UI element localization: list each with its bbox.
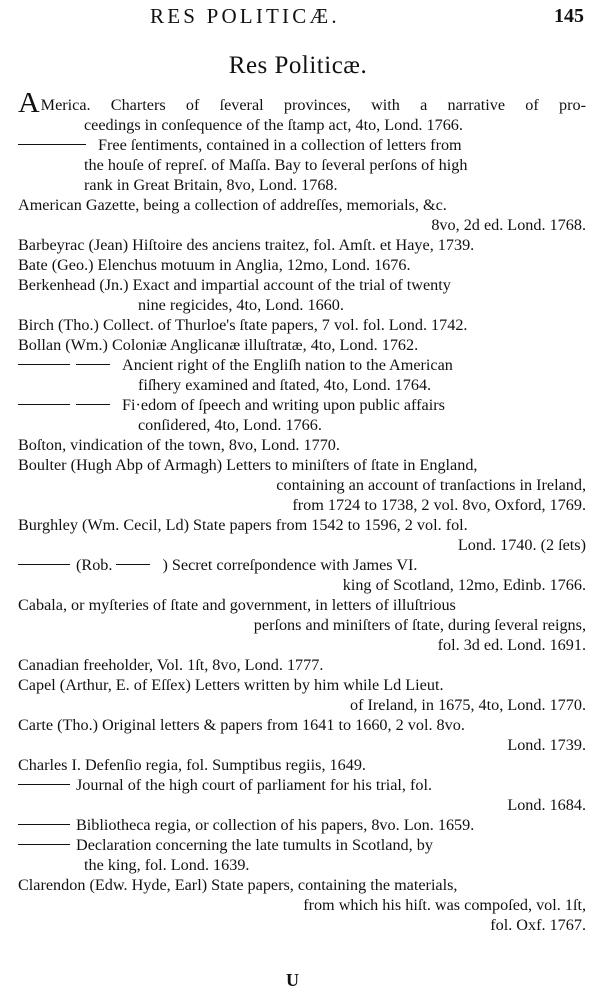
entry-ancient-right xyxy=(18,355,586,395)
entry-text: Fi·edom of ſpeech and writing upon public affairs xyxy=(122,396,445,414)
entry-line: conſidered, 4to, Lond. 1766. xyxy=(138,416,322,434)
entry-line: Birch (Tho.) Collect. of Thurloe's ſtate papers, 7 vol. fol. Lond. 1742. xyxy=(18,316,468,334)
entry-line: Charles I. Defenſio regia, fol. Sumptibus regiis, 1649. xyxy=(18,756,366,774)
ditto-dash xyxy=(18,404,70,405)
entry-rob xyxy=(18,555,586,595)
catchword: U xyxy=(286,970,299,990)
entry-line: perſons and miniſters of ſtate, during ſeveral reigns, xyxy=(253,616,586,634)
entry-line: nine regicides, 4to, Lond. 1660. xyxy=(138,296,344,314)
ditto-dash xyxy=(18,364,70,365)
entry-line: Berkenhead (Jn.) Exact and impartial account of the trial of twenty xyxy=(18,276,451,294)
entry-line: Carte (Tho.) Original letters & papers from 1641 to 1660, 2 vol. 8vo. xyxy=(18,716,465,734)
entry-clarendon xyxy=(18,875,586,935)
entry-line: king of Scotland, 12mo, Edinb. 1766. xyxy=(342,576,586,594)
entry-carte xyxy=(18,715,586,755)
entry-line xyxy=(18,555,586,575)
entry-line: of Ireland, in 1675, 4to, Lond. 1770. xyxy=(349,696,586,714)
entry-line: Burghley (Wm. Cecil, Ld) State papers from 1542 to 1596, 2 vol. fol. xyxy=(18,516,468,534)
catalogue-entries xyxy=(18,93,586,935)
entry-american-gazette xyxy=(18,195,586,235)
entry-line: containing an account of tranſactions in Ireland, xyxy=(276,476,586,494)
entry-line xyxy=(18,775,586,795)
entry-line: fol. Oxf. 1767. xyxy=(490,916,586,934)
entry-text: Merica. Charters of ſeveral provinces, with a narrative of pro- xyxy=(40,96,586,114)
ditto-dash xyxy=(18,824,70,825)
entry-line: the king, fol. Lond. 1639. xyxy=(84,856,250,874)
entry-journal xyxy=(18,775,586,815)
entry-text: (Rob. xyxy=(76,556,113,574)
entry-line: Bollan (Wm.) Coloniæ Anglicanæ illuſtratæ, 4to, Lond. 1762. xyxy=(18,336,419,354)
entry-line: ceedings in conſequence of the ſtamp act, 4to, Lond. 1766. xyxy=(84,116,463,134)
entry-text: Ancient right of the Engliſh nation to the American xyxy=(122,356,453,374)
entry-line xyxy=(18,135,586,155)
entry-line: 8vo, 2d ed. Lond. 1768. xyxy=(431,216,586,234)
entry-freedom xyxy=(18,395,586,435)
ditto-dash xyxy=(18,564,70,565)
ditto-dash xyxy=(18,844,70,845)
entry-text: Journal of the high court of parliament for his trial, fol. xyxy=(76,776,433,794)
entry-line: Boulter (Hugh Abp of Armagh) Letters to miniſters of ſtate in England, xyxy=(18,456,478,474)
entry-bollan xyxy=(18,335,586,355)
entry-text: Declaration concerning the late tumults in Scotland, by xyxy=(76,836,433,854)
entry-line xyxy=(18,93,586,115)
entry-canadian xyxy=(18,655,586,675)
entry-line: from which his hiſt. was compoſed, vol. 1ſt, xyxy=(303,896,586,914)
entry-text: Free ſentiments, contained in a collection of letters from xyxy=(98,136,462,154)
ditto-dash xyxy=(18,784,70,785)
entry-bate xyxy=(18,255,586,275)
entry-boulter xyxy=(18,455,586,515)
entry-burghley xyxy=(18,515,586,555)
entry-line: Lond. 1739. xyxy=(507,736,586,754)
entry-free-sentiments xyxy=(18,135,586,195)
entry-line: Lond. 1740. (2 ſets) xyxy=(457,536,586,554)
entry-line: fol. 3d ed. Lond. 1691. xyxy=(437,636,586,654)
running-head xyxy=(0,4,596,34)
entry-line: Boſton, vindication of the town, 8vo, Lond. 1770. xyxy=(18,436,340,454)
entry-cabala xyxy=(18,595,586,655)
entry-declaration xyxy=(18,835,586,875)
entry-line xyxy=(18,815,586,835)
ditto-dash xyxy=(18,144,86,145)
entry-america xyxy=(18,93,586,135)
entry-charles xyxy=(18,755,586,775)
entry-line: Bate (Geo.) Elenchus motuum in Anglia, 12mo, Lond. 1676. xyxy=(18,256,411,274)
entry-bibliotheca xyxy=(18,815,586,835)
section-title: Res Politicæ. xyxy=(228,52,368,79)
entry-line: fiſhery examined and ſtated, 4to, Lond. 1764. xyxy=(138,376,432,394)
page-number: 145 xyxy=(554,5,584,27)
entry-line: American Gazette, being a collection of addreſſes, memorials, &c. xyxy=(18,196,447,214)
entry-barbeyrac xyxy=(18,235,586,255)
entry-boston xyxy=(18,435,586,455)
ditto-dash xyxy=(76,364,110,365)
entry-line: Barbeyrac (Jean) Hiſtoire des anciens traitez, fol. Amſt. et Haye, 1739. xyxy=(18,236,475,254)
ditto-dash xyxy=(116,564,150,565)
entry-line xyxy=(18,395,586,415)
entry-line: Cabala, or myſteries of ſtate and government, in letters of illuſtrious xyxy=(18,596,456,614)
entry-text: ) Secret correſpondence with James VI. xyxy=(162,556,418,574)
entry-text: Bibliotheca regia, or collection of his papers, 8vo. Lon. 1659. xyxy=(76,816,475,834)
entry-capel xyxy=(18,675,586,715)
entry-line: Lond. 1684. xyxy=(507,796,586,814)
entry-berkenhead xyxy=(18,275,586,315)
running-head-title: RES POLITICÆ. xyxy=(150,4,340,28)
entry-line: Canadian freeholder, Vol. 1ſt, 8vo, Lond. 1777. xyxy=(18,656,324,674)
entry-line: Clarendon (Edw. Hyde, Earl) State papers, containing the materials, xyxy=(18,876,458,894)
entry-line: from 1724 to 1738, 2 vol. 8vo, Oxford, 1769. xyxy=(292,496,586,514)
entry-line xyxy=(18,835,586,855)
entry-birch xyxy=(18,315,586,335)
drop-cap-initial: A xyxy=(18,93,40,115)
ditto-dash xyxy=(76,404,110,405)
entry-line xyxy=(18,355,586,375)
entry-line: Capel (Arthur, E. of Eſſex) Letters written by him while Ld Lieut. xyxy=(18,676,444,694)
entry-line: the houſe of repreſ. of Maſſa. Bay to ſeveral perſons of high xyxy=(84,156,468,174)
entry-line: rank in Great Britain, 8vo, Lond. 1768. xyxy=(84,176,338,194)
